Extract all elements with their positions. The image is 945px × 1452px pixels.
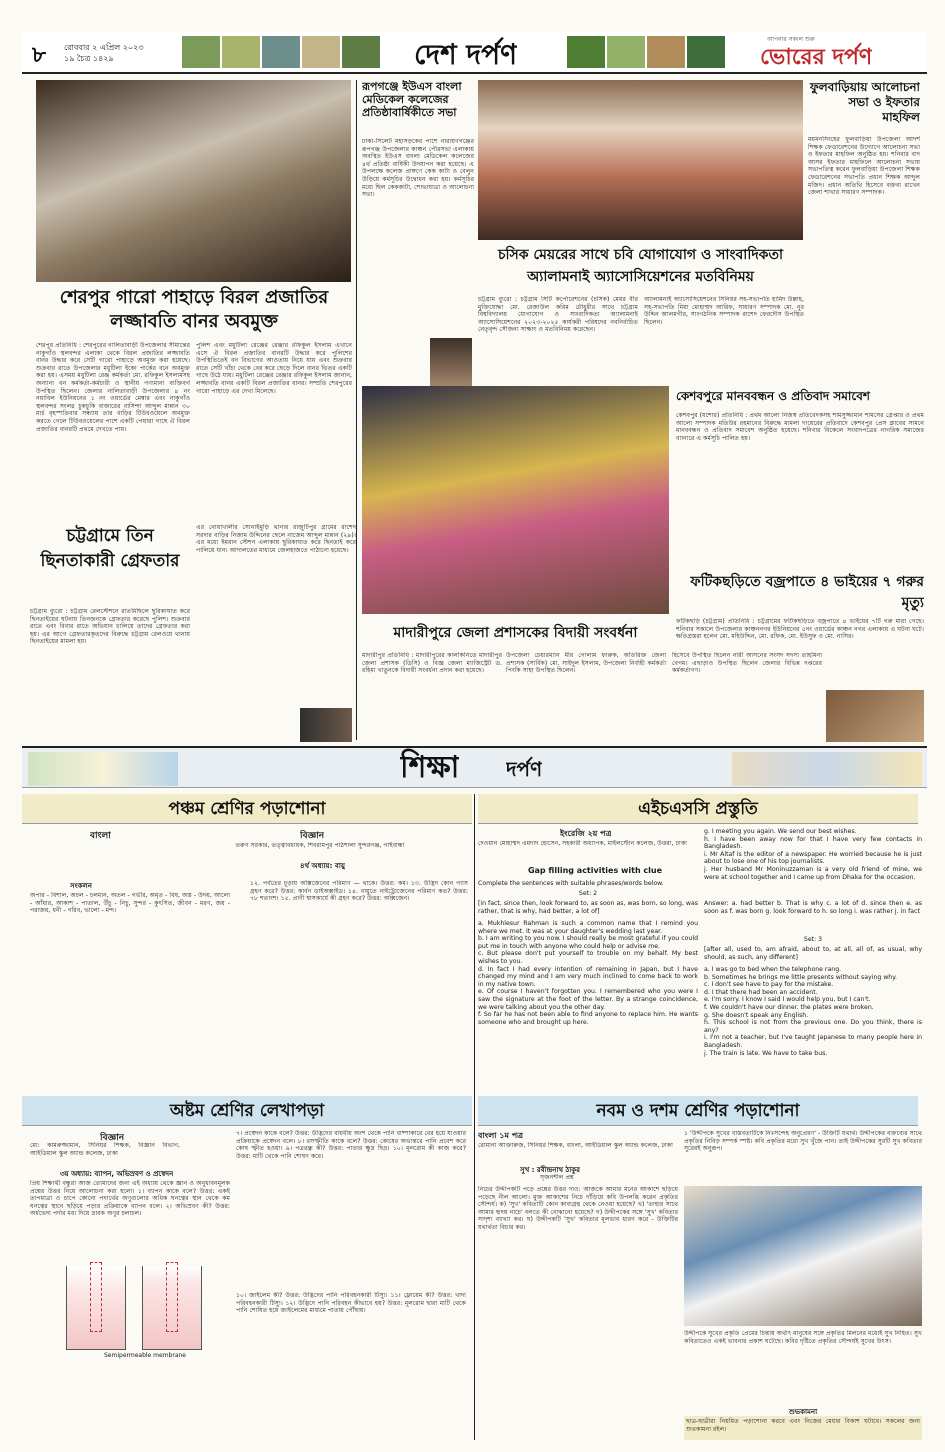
class8-subject: বিজ্ঞান bbox=[100, 1133, 125, 1143]
monkey-headline-line2: লজ্জাবতি বানর অবমুক্ত bbox=[110, 311, 278, 332]
keshabpur-body: কেশবপুর (যশোর) প্রতিনিধি : প্রথম আলো নিজস্ব প্রতিবেদকসহ শামসুজ্জামান শামসের গ্রেপ্তার ও প্রথম আলো সম্পাদক মতিউর রহমানের বিরুদ্ধে মামলা দায়েরের প্রতিবাদে কেশবপুর প্রেস ক্লাবের সামনে মানববন্ধন ও প্রতিবাদ সমাবেশ অনুষ্ঠিত হয়েছে। শনিবার বিকেলে সংবাদপত্রের নাগরিক সমাজের ব্যানারে এ কর্মসূচি পালিত হয়। bbox=[676, 412, 924, 442]
rupganj-portrait bbox=[430, 338, 472, 390]
banner-photo-right bbox=[732, 752, 922, 786]
chittagong-body-col2: এর নোয়াখালীর সোনাইমুড়ি থানার রাজুটিপুর গ্রামের রাশেদ সরদার বাড়ির নিজাম উদ্দিনের ছেলে নাজেম আব্দুল মান্নান (২৯)। এর মধ্যে ইমরান স্টেশন এলাকায় ছুরিকাঘাত করে ছিনতাই করে পালিয়ে যান। আদালতের মাধ্যমে জেলহাজতে পাঠানো হয়েছে। bbox=[196, 524, 356, 554]
lightning-headline: ফটিকছড়িতে বজ্রপাতে ৪ ভাইয়ের ৭ গরুর মৃত্যু bbox=[690, 574, 924, 611]
students-photo bbox=[684, 1186, 922, 1326]
class9-10-footer-label: শুভকামনা bbox=[788, 1408, 818, 1416]
paper-tagline: আপনার সকাল শুরু bbox=[767, 36, 815, 43]
madaripur-body-col1: মাদারীপুর প্রতিনিধি : মাদারীপুরের কালকিনিতে মাদারীপুর জেলা প্রশাসক (ডিসি) ও বিজ্ঞ জেলা ম্যাজিস্ট্রেট ড. রহিমা খাতুনকে বিদায়ী সংবর্ধনা প্রদান করা হয়েছে। bbox=[362, 652, 502, 675]
lightning-photo bbox=[826, 690, 924, 742]
hsc-set2-words: [in fact, since then, look forward to, as soon as, was born, so long, was rather, that is why, had better, a lot of] bbox=[478, 900, 698, 915]
monkey-headline bbox=[36, 286, 352, 336]
hsc-instruction: Complete the sentences with suitable phrases/words below. bbox=[478, 880, 664, 887]
osmosis-diagram bbox=[60, 1262, 210, 1366]
education-banner bbox=[22, 746, 927, 788]
class5-header: পঞ্চম শ্রেণির পড়াশোনা bbox=[22, 794, 472, 824]
class5-body-right: ১২. পর্বতের চূড়ায় অক্সিজেনের পরিমাণ — থাকে। উত্তর: কম। ১৩. উদ্ভিদ কোন গ্যাস গ্রহণ করে? উত্তর: কার্বন ডাইঅক্সাইড। ১৪. বায়ুতে নাইট্রোজেনের পরিমাণ কত? উত্তর: ৭৮ শতাংশ। ১৫. প্রাণী শ্বাসকার্যে কী গ্রহণ করে? উত্তর: অক্সিজেন। bbox=[250, 880, 468, 903]
hsc-set2-body: a. Mukhlesur Rahman is such a common name that I remind you where we met. It was at your daughter's wedding last year. b. I am writing to you now. I should really be most grateful if you could put me in touch with anyone who could help or advise me. c. But please don't put yourself to trouble on my behalf. My best wishes to you. d. In fact I had every intention of remaining in Japan, but I have changed my mind and I am very much inclined to come back to work in my native town. e. Of course I haven't forgotten you. I remembered who you were I saw the signature at the foot of the letter. By a strange coincidence, we were talking about you the other day. f. So far he has not been able to find anyone to replace him. He wants someone who and brought up here. bbox=[478, 920, 698, 1026]
chittagong-thumbnail bbox=[300, 708, 352, 742]
hsc-set3-label: Set: 3 bbox=[803, 936, 823, 943]
lightning-body: ফটিকছড়ি (চট্টগ্রাম) প্রতিনিধি : চট্টগ্রামের ফটিকছড়িতে বজ্রপাতে ৪ ভাইয়ের ৭টি গরু মারা গেছে। শনিবার সকালে উপজেলার কাঞ্চননগর ইউনিয়নের ৫নং ওয়ার্ডের কাঞ্চন নগর এলাকায় এ ঘটনা ঘটে। ক্ষতিগ্রস্তরা হলেন মো. মহিউদ্দিন, মো. রফিক, মো. ইউসুফ ও মো. নাসির। bbox=[676, 618, 924, 641]
chittagong-body: চট্টগ্রাম ব্যুরো : চট্টগ্রাম রেলস্টেশনে রাতমিছিলে ছুরিকাঘাত করে ছিনতাইয়ের ঘটনায় তিনজনকে গ্রেফতার করেছে পুলিশ। শুক্রবার রাতে এবং বিবার রাতে অভিযান চালিয়ে তাদের গ্রেফতার করা হয়। এর আগে গ্রেফতারকৃতদের বিরুদ্ধে চট্টগ্রাম রেলওয়ে থানায় ছিনতাইয়ের মামলা হয়। bbox=[30, 608, 190, 646]
monkey-headline-line1: শেরপুর গারো পাহাড়ে বিরল প্রজাতির bbox=[59, 287, 329, 308]
diagram-label: Semipermeable membrane bbox=[104, 1352, 186, 1359]
header-photo-strip-right bbox=[567, 36, 737, 70]
fulbaria-body: ময়মনসিংহের ফুলবাড়িয়া উপজেলা আদর্শ শিক্ষক ফেডারেশনের উদ্যোগে আলোচনা সভা ও ইফতার মাহফিল অনুষ্ঠিত হয়। শনিবার বাদ আসর ইফতার মাহফিলে আলোচনা সভায় সভাপতিত্ব করেন ফুলবাড়িয়া উপজেলা শিক্ষক ফেডারেশনের সভাপতি প্রধান শিক্ষক আব্দুল মজিদ। প্রধান অতিথি হিসেবে বক্তব্য রাখেন জেলা শাখার সাধারণ সম্পাদক। bbox=[808, 136, 920, 197]
date-line bbox=[64, 42, 144, 64]
header-photo-strip bbox=[182, 36, 407, 70]
monkey-body-col2: পুলিশ এবং মধুটিলা রেঞ্জের রেঞ্জার রফিকুল ইসলাম এখানে এসে ঐ বিরল প্রজাতির বানরটি উদ্ধার করে পুলিশের উপস্থিতিতেই বন বিভাগের আওতায় নিয়ে যায় এবং শুক্রবার রাতে সেটি খাঁচা থেকে বের করে ছেড়ে দিলে বানর ভিতর একটি গাছে উঠে যায়। মধুটিলা রেঞ্জের রেঞ্জার রফিকুল ইসলাম জানান, লজ্জাবতি বানর একটি বিরল প্রজাতির বানর। সম্প্রতি শেরপুরের গারো পাহাড়ে এর দেখা মিলেছে। bbox=[196, 342, 352, 395]
class8-chapter: ৩য় অধ্যায়: ব্যাপন, অভিস্রবণ ও প্রস্বেদন bbox=[60, 1170, 174, 1178]
class8-body-col1: প্রিয় শিক্ষার্থী বন্ধুরা আজ তোমাদের জন্য এই অধ্যায় থেকে জ্ঞান ও অনুধাবনমূলক প্রশ্নের উত্তর নিয়ে আলোচনা করা হলো। ১। ব্যাপন কাকে বলে? উত্তর: একই তাপমাত্রা ও চাপে কোনো পদার্থের অণুগুলোর অধিক ঘনত্বের স্থান থেকে কম ঘনত্বের স্থানে ছড়িয়ে পড়ার প্রক্রিয়াকে ব্যাপন বলে। ২। অভিস্রবণ কী? উত্তর: অর্ধভেদ্য পর্দার মধ্য দিয়ে দ্রাবক অণুর চলাচল। bbox=[30, 1180, 230, 1218]
hsc-topic: Gap filling activities with clue bbox=[527, 866, 663, 875]
banner-title-sub: দর্পণ bbox=[506, 757, 543, 781]
masthead bbox=[22, 32, 927, 74]
banner-photo-left bbox=[28, 752, 178, 786]
meeting-headline-line1: চসিক মেয়রের সাথে চবি যোগাযোগ ও সাংবাদিকতা bbox=[497, 247, 784, 263]
class5-subheading-left: সংকলন bbox=[70, 882, 92, 890]
class5-chapter: ৪র্থ অধ্যায়: বায়ু bbox=[300, 862, 345, 870]
hsc-right-body: g. I meeting you again. We send our best wishes. h. I have been away now for that I have very few contacts in Bangladesh. i. Mr Altaf is the editor of a newspaper. He worried because he is just about to lose one of his top journalists. j. Her husband Mr Moninuzzaman is a very old friend of mine, we were at school together and I came up from Dhaka for the occasion. bbox=[704, 828, 922, 881]
class5-subject-left: বাংলা bbox=[90, 831, 111, 841]
hsc-header: এইচএসসি প্রস্তুতি bbox=[478, 794, 918, 824]
membrane-tube-left bbox=[90, 1262, 102, 1332]
class8-header: অষ্টম শ্রেণির লেখাপড়া bbox=[22, 1096, 472, 1126]
keshabpur-headline: কেশবপুরে মানববন্ধন ও প্রতিবাদ সমাবেশ bbox=[676, 389, 871, 403]
meeting-body-col2: অ্যালামনাই অ্যাসোসিয়েশনের সিনিয়র সহ-সভাপতি হামিদ উল্লাহ, সহ-সভাপতি মিয়া মোহাম্মদ আরিফ, সাধারণ সম্পাদক মো. নুর উদ্দিন আলমগীর, সাংগঠনিক সম্পাদক রাশেদ ফেরদৌস উপস্থিত ছিলেন। bbox=[644, 296, 804, 326]
paper-logo: ভোরের দর্পণ bbox=[760, 44, 873, 70]
class8-body-col2: ৭। প্রস্বেদন কাকে বলে? উত্তর: উদ্ভিদের বায়বীয় অংশ থেকে পানি বাষ্পাকারে বের হয়ে যাওয়ার প্রক্রিয়াকে প্রস্বেদন বলে। ৮। রসস্ফীতি কাকে বলে? উত্তর: কোষের অভ্যন্তরে পানি প্রবেশ করে কোষ স্ফীত হওয়া। ৯। পত্ররন্ধ্র কী? উত্তর: পাতার ক্ষুদ্র ছিদ্র। ১০। মূলরোম কী কাজ করে? উত্তর: মাটি থেকে পানি শোষণ করে। bbox=[236, 1130, 466, 1160]
class9-10-body-col1: নিচের উদ্দীপকটি পড়ে প্রশ্নের উত্তর দাও: আজকে আমার মনের আকাশে ছড়িয়ে পড়েছে নীল আলো। মুক্ত আকাশের নিচে দাঁড়িয়ে কবি উপলব্ধি করেন প্রকৃতির সৌন্দর্য। ক) 'সুখ' কবিতাটি কোন কাব্যগ্রন্থ থেকে নেওয়া হয়েছে? খ) 'তাহার সাথে আমার হৃদয় নাচে' বলতে কী বোঝানো হয়েছে? গ) উদ্দীপকের সঙ্গে 'সুখ' কবিতার সাদৃশ্য ব্যাখ্যা কর। ঘ) উদ্দীপকটি 'সুখ' কবিতার মূলভাব ধারণ করে - উক্তিটির যথার্থতা বিচার কর। bbox=[478, 1186, 678, 1231]
madaripur-body-col3: হিসেবে উপস্থিত ছিলেন নারী আসনের সংসদ সদস্য তাহমিনা বেগম। এছাড়াও উপস্থিত ছিলেন জেলার বিভিন্ন দপ্তরের কর্মকর্তাগণ। bbox=[672, 652, 822, 675]
hsc-set2-label: Set: 2 bbox=[578, 890, 598, 897]
banner-title-main: শিক্ষা bbox=[400, 750, 460, 785]
madaripur-photo bbox=[362, 386, 669, 614]
class9-10-story-sub: সৃজনশীল প্রশ্ন bbox=[540, 1174, 574, 1181]
madaripur-body-col2: উপজেলা চেয়ারম্যান মীর গোলাম ফারুক, অতিরিক্ত জেলা প্রশাসক (সার্বিক) মো. সাইদুল ইসলাম, উপজেলা নির্বাহী কর্মকর্তা পিংকি সাহা উপস্থিত ছিলেন। bbox=[506, 652, 666, 675]
fulbaria-headline: ফুলবাড়িয়ায় আলোচনা সভা ও ইফতার মাহফিল bbox=[809, 80, 920, 124]
rupganj-body: ঢাকা-সিলেট মহাসড়কের পাশে নারায়ণগঞ্জের রূপগঞ্জ উপজেলার কাঞ্চন পৌরসভা এলাকায় অবস্থিত ইউএস বাংলা মেডিকেল কলেজের ৪র্থ প্রতিষ্ঠা বার্ষিকী উদযাপন করা হয়েছে। এ উপলক্ষে কলেজ প্রাঙ্গণে কেক কাটা ও বেলুন উড়িয়ে কর্মসূচির উদ্বোধন করা হয়। কর্মসূচির মধ্যে ছিল কেককাটা, শোভাযাত্রা ও আলোচনা সভা। bbox=[362, 138, 474, 199]
chittagong-headline: চট্টগ্রামে তিন ছিনতাকারী গ্রেফতার bbox=[40, 526, 180, 571]
class9-10-footer-text: ছাত্র-ছাত্রীরা নিয়মিত পড়াশোনা করবে এবং নিজের মেধার বিকাশ ঘটাবে। সকলের জন্য শুভকামনা রইল। bbox=[684, 1416, 922, 1440]
membrane-tube-right bbox=[166, 1262, 178, 1332]
page-number: ৮ bbox=[32, 42, 47, 68]
class8-author: মো: কামরুজ্জামান, সিনিয়র শিক্ষক, বিজ্ঞান বিভাগ, আইডিয়াল স্কুল অ্যান্ড কলেজ, ঢাকা bbox=[30, 1142, 180, 1157]
class5-subject-right: বিজ্ঞান bbox=[300, 831, 325, 841]
class9-10-body-col2: ১ 'উদ্দীপকে সুখের বাস্তবতাটিকে নিঃসন্দেহ অনুপ্রেরণ' - উক্তিটি যথার্থ। উদ্দীপকের বক্তব্যের সাথে প্রকৃতির নিবিড় সম্পর্ক স্পষ্ট। কবি প্রকৃতির মধ্যে সুখ খুঁজে পান। তাই উদ্দীপকের সুরটি সুখ কবিতার সুরেরই অনুরূপ। bbox=[684, 1130, 922, 1153]
class9-10-subject: বাংলা ১ম পত্র bbox=[478, 1131, 524, 1140]
date-bengali: ১৯ চৈত্র ১৪২৯ bbox=[64, 54, 114, 63]
class8-body-col3: ১০। জাইলেম কী? উত্তর: উদ্ভিদের পানি পরিবহনকারী টিস্যু। ১১। ফ্লোয়েম কী? উত্তর: খাদ্য পরিবহনকারী টিস্যু। ১২। উদ্ভিদে পানি পরিবহন কীভাবে হয়? উত্তর: মূলরোম দ্বারা মাটি থেকে পানি শোষিত হয়ে জাইলেমের মাধ্যমে পাতায় পৌঁছায়। bbox=[236, 1292, 466, 1315]
class9-10-story-title: সুখ : রবীন্দ্রনাথ ঠাকুর bbox=[520, 1166, 581, 1174]
hsc-subject: ইংরেজি ২য় পত্র bbox=[560, 829, 612, 838]
meeting-body-col1: চট্টগ্রাম ব্যুরো : চট্টগ্রাম সিটি কর্পোরেশনের (চসিক) মেয়র বীর মুক্তিযোদ্ধা মো. রেজাউল করিম চৌধুরীর সাথে চট্টগ্রাম বিশ্ববিদ্যালয় যোগাযোগ ও সাংবাদিকতা অ্যালামনাই অ্যাসোসিয়েশনের ২০২৩-২০২৫ কার্যকরী পরিষদের নবনির্বাচিত নেতৃবৃন্দ সৌজন্য সাক্ষাৎ ও মতবিনিময় করেছেন। bbox=[478, 296, 638, 334]
hsc-set3-body: a. I was go to bed when the telephone rang. b. Sometimes he brings me little presents without saying why. c. I don't see have to pay for the mistake. d. I that there had been an accident. e. I'm sorry. I know I said I would help you, but I can't. f. We couldn't have our dinner. the plates were broken. g. She doesn't speak any English. h. This school is not from the previous one. Do you think, there is any? i. I'm not a teacher, but I've taught Japanese to many people here in Bangladesh. j. The train is late. We have to take bus. bbox=[704, 966, 922, 1057]
class9-10-body-col3: উদ্দীপকে সুখের প্রকৃতি প্রেমের চিন্তায় অর্থাৎ মানুষের সঙ্গে প্রকৃতির মিলনের মধ্যেই সুখ নিহিত। সুখ কবিতাতেও একই ভাবনার প্রকাশ ঘটেছে। কবির দৃষ্টিতে প্রকৃতির সৌন্দর্যই সুখের উৎস। bbox=[684, 1330, 922, 1345]
vertical-rule-bottom bbox=[474, 794, 475, 1440]
meeting-headline-line2: অ্যালামনাই অ্যাসোসিয়েশনের মতবিনিময় bbox=[527, 269, 754, 285]
meeting-photo bbox=[478, 80, 803, 240]
madaripur-headline: মাদারীপুরে জেলা প্রশাসকের বিদায়ী সংবর্ধনা bbox=[393, 625, 638, 641]
monkey-body-col1: শেরপুর প্রতিনিধি : শেরপুরের নালিতাবাড়ী উপজেলার সীমান্তের নাকুগাঁও স্থলবন্দর এলাকা থেকে বিরল প্রজাতির লজ্জাবতি বানর উদ্ধার করে সেটি গারো পাহাড়ে অবমুক্ত করা হয়েছে। শুক্রবার রাতে উপজেলার মধুটিলা ইকো পার্কের বনে অবমুক্ত করা হয়। এসময় মধুটিলা রেঞ্জ কর্মকর্তা মো. রফিকুল ইসলামসহ অন্যান্য বন কর্মকর্তা-কর্মচারী ও স্থানীয় গণ্যমান্য ব্যক্তিবর্গ উপস্থিত ছিলেন। জেলার নালিতাবাড়ী উপজেলার ৪ নং নয়াবিল ইউনিয়নের ১ নং ওয়ার্ডের মেম্বার এবং নাকুগাঁও স্থলবন্দর সংলগ্ন চুকচুকি বাজারের বাসিন্দা আব্দুল মান্নান ৩০ মার্চ বৃহস্পতিবার সন্ধ্যায় তার বাড়ির টিউবওয়েলে অবমুক্ত করতে গেলে টিউবওয়েলের পাশে একটি পেয়ারা গাছে ঐ বিরল প্রজাতির বানরটি প্রথমে দেখতে পায়। bbox=[36, 342, 190, 433]
hsc-answer: Answer: a. had better b. That is why c. a lot of d. since then e. as soon as f. was born g. look forward to h. so long i. was rather j. in fact bbox=[704, 900, 922, 915]
date-gregorian: রোববার ২ এপ্রিল ২০২৩ bbox=[64, 43, 144, 52]
class9-10-header: নবম ও দশম শ্রেণির পড়াশোনা bbox=[478, 1096, 918, 1126]
meeting-headline bbox=[478, 244, 803, 292]
vertical-rule-top bbox=[356, 80, 357, 740]
hsc-set3-words: [after all, used to, am afraid, about to, at all, all of, as usual, why should, as such, any different] bbox=[704, 946, 922, 961]
class9-10-author: রোমানা আক্তারুজ, সিনিয়র শিক্ষক, বাংলা, আইডিয়াল স্কুল অ্যান্ড কলেজ, ঢাকা bbox=[478, 1142, 673, 1149]
section-title: দেশ দর্পণ bbox=[414, 38, 518, 71]
monkey-photo bbox=[36, 80, 351, 282]
class5-body-left: অপার - বিশাল, অচল - চলমান, অতল - গভীর, অমৃত - বিষ, অস্ত - উদয়, আলো - আঁধার, আকাশ - পাতাল, উঁচু - নিচু, সুন্দর - কুৎসিত, জীবন - মরণ, জয় - পরাজয়, ধনী - গরিব, ভালো - মন্দ। bbox=[30, 892, 230, 915]
rupganj-headline: রূপগঞ্জে ইউএস বাংলা মেডিকেল কলেজের প্রতিষ্ঠাবার্ষিকীতে সভা bbox=[362, 80, 462, 119]
hsc-author: দেওয়ান মোহাম্মদ এমদাদ হোসেন, সহকারী অধ্যাপক, মাইলস্টোন কলেজ, উত্তরা, ঢাকা bbox=[478, 840, 687, 847]
class5-author: তরুণ সরকার, তত্ত্বাবধায়ক, শিবরামপুর পাঠশালা সুন্দরগঞ্জ, গাইবান্ধা bbox=[235, 842, 405, 849]
